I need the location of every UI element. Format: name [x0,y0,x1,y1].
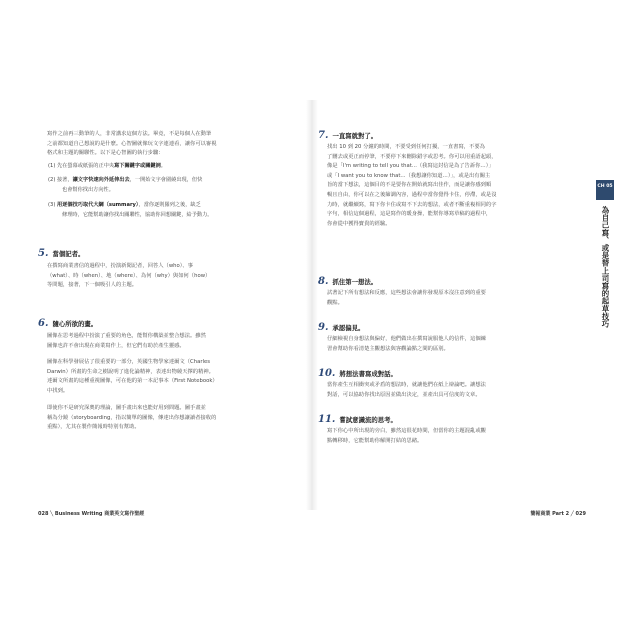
section-5-heading [38,248,84,259]
section-6-p1: 圖像在思考過程中扮演了重要的角色，能幫你構築並整合想法。雖然 圖像也許不會出現在商業寫作上，但它們有助於產生靈感。 [47,333,206,349]
step-1: (1) 先在螢幕或紙張的正中央寫下關鍵字或關鍵詞。 [48,163,166,169]
section-title: 嘗試意識流的思考。 [339,416,397,424]
section-number: 10. [318,368,336,379]
text-line: 之前都知道自己想說的是什麼。心智圖就像玩文字連連看，讓你可以審視 [47,140,217,147]
section-9-body: 仔細檢視自身想法與偏好，他們做出在撰寫說服他人的信件，這個練 習會幫助你看清楚主觀想法與客觀論點之間的區別。 [327,336,486,352]
section-number: 9. [318,322,329,333]
left-page [38,110,306,510]
section-11-body: 寫下你心中所出現的旁白，雖然這很花時間，但當你的主題混亂或觀 點轉移時，它能幫助你解開打結的思緒。 [327,428,486,444]
left-intro [38,130,306,159]
section-title: 當個記者。 [52,250,85,258]
text-line: 格式和主題的關聯性。以下是心智圖的執行步驟： [47,150,164,157]
section-7-body: 找出 10 到 20 分鐘的時間，不要受到任何打擾，一直書寫，不要為 了刪去或更正而停筆，不要停下來刪除錯字或思考。你可以用重語起頭， 像是「I'm writing to tell you that...（我寫這封信是為了告訴你…）」 或「I want you to know that...（我想讓你知道…）」，或是出有關主 旨的當下想法，這個目的不是要你在開始就寫出佳作，而是讓你感到順 暢且自由，你可以在之後篩調內容，過程中當你覺得卡住，停滯，或是沒 力時，就繼續寫，寫下你卡住或寫不下去的想法，或者不斷重複相同的字 字句，相信這個過程，這是寫作的暖身操，能幫你導寫草稿的過程中， 你會從中獲得寶貴的經驗。 [327,144,497,227]
section-number: 6. [38,318,49,329]
section-number: 7. [318,130,329,141]
section-8-body: 試著記下所有想法和反應，這些想法會讓你發現原本沒注意到的重要 觀點。 [327,290,486,306]
chapter-tab: CH 05 [596,180,614,200]
section-8-heading [318,276,377,287]
section-6-p2: 圖像在科學發展佔了很重要的一部分，英國生物學家達爾文（Charles Darwin）所畫的生命之樹說明了進化論精神，表達出物競天擇的精神。 達爾文所畫的這種重視圖像，可在他的第一本記事本（First Notebook） 中找到。 [47,359,218,394]
section-title: 一直寫就對了。 [332,132,378,140]
section-10-heading [318,368,397,379]
step-2: (2) 接著，讓文字快速向外延伸出去，一開始文字會圍繞出現，但快 也會幫你找出方向性。 [48,177,203,193]
section-number: 11. [318,414,336,425]
section-number: 5. [38,248,49,259]
section-6-p3: 即使你不是研究深奧的理論，圖手畫出來也能好用到問題。圖手畫並 稱為分鏡（storyboarding，指以簡單的圖像，傳達出你想讓讀者接收的 重點），尤其在製作簡報時特別有幫助。 [47,405,217,431]
left-footer: 028 ╲ Business Writing 商業英文寫作聖經 [38,511,145,517]
section-title: 隨心所欲的畫。 [52,320,98,328]
right-footer: 簡報商業 Part 2 ╱ 029 [530,511,586,517]
text-line: 寫作之前再三動筆的人，非常講求這個方法。畢竟，不是每個人在動筆 [47,131,212,137]
section-number: 8. [318,276,329,287]
right-page [318,110,586,510]
book-gutter [306,100,318,510]
section-9-heading [318,322,364,333]
section-6-heading [38,318,97,329]
section-5-body: 在撰寫商業書信的過程中，扮演新聞記者，回答人（who）、事 （what）、時（when）、地（where）、為何（why）與如何（how） 等問題，接著，下一個吸引人的主題。 [47,263,211,289]
section-title: 承認偏見。 [332,324,365,332]
section-10-body: 當你產生互相衝突或矛盾的想法時，就讓他們在紙上辯論吧。讓想法 對話，可以協助你找出原因並做出決定，並產出具可信度的文章。 [327,382,486,398]
section-11-heading [318,414,397,425]
section-title: 抓住第一想法。 [332,278,378,286]
step-3: (3) 用逐個技巧取代大綱（summary），當你逐則羅列之後，缺乏 條理時，它能幫助讓你找出關聯性，協助你回想關鍵，給予動力。 [48,202,213,218]
section-title: 將想法書寫成對話。 [339,370,397,378]
section-7-heading [318,130,377,141]
chapter-side-title: 為自己寫、或是替上司寫的起草技巧 [601,206,610,328]
